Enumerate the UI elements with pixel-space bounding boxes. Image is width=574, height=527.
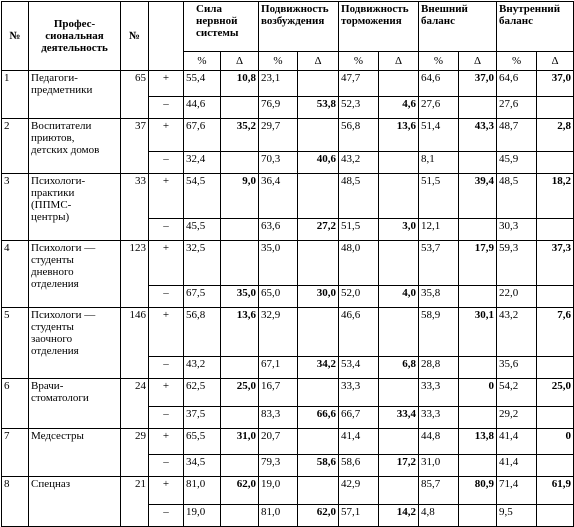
sign-plus: + [149,119,184,152]
delta-value [379,477,419,505]
percent-value: 19,0 [184,505,221,527]
sample-size: 146 [121,308,149,379]
percent-value: 27,6 [419,97,459,119]
percent-value: 32,9 [259,308,298,357]
data-table [1,1,574,527]
row-number: 7 [2,429,29,477]
percent-value: 66,7 [339,407,379,429]
percent-value: 23,1 [259,71,298,97]
percent-value: 41,4 [497,455,537,477]
delta-value [537,219,574,241]
percent-value: 32,5 [184,241,221,286]
percent-value: 48,5 [339,174,379,219]
profession-name: Спецназ [29,477,121,527]
table-row [2,119,574,152]
header-profession [29,2,121,71]
table-row [2,71,574,97]
percent-value: 33,3 [339,379,379,407]
delta-value [298,477,339,505]
sample-size: 24 [121,379,149,429]
sample-size: 21 [121,477,149,527]
sign-minus: – [149,97,184,119]
header-excitation-label: Подвижность возбуждения [261,3,329,27]
percent-value: 35,8 [419,286,459,308]
delta-value [537,357,574,379]
sample-size: 37 [121,119,149,174]
percent-value: 56,8 [184,308,221,357]
delta-value: 39,4 [459,174,497,219]
delta-value [298,241,339,286]
delta-value: 34,2 [298,357,339,379]
delta-value: 62,0 [221,477,259,505]
delta-value [459,455,497,477]
delta-value [221,357,259,379]
delta-value: 31,0 [221,429,259,455]
percent-value: 44,6 [184,97,221,119]
percent-value: 28,8 [419,357,459,379]
percent-value: 63,6 [259,219,298,241]
delta-value: 10,8 [221,71,259,97]
sample-size: 65 [121,71,149,119]
percent-value: 48,5 [497,174,537,219]
delta-value: 0 [459,379,497,407]
delta-value: 37,0 [537,71,574,97]
subheader-delta: Δ [459,52,497,71]
subheader-percent: % [259,52,298,71]
delta-value [379,152,419,174]
delta-value [221,97,259,119]
profession-name: Медсестры [29,429,121,477]
delta-value [459,407,497,429]
percent-value: 35,0 [259,241,298,286]
percent-value: 33,3 [419,407,459,429]
delta-value: 30,1 [459,308,497,357]
delta-value [298,71,339,97]
subheader-percent: % [184,52,221,71]
delta-value [298,379,339,407]
percent-value: 29,2 [497,407,537,429]
row-number: 6 [2,379,29,429]
header-external-balance-label: Внешний баланс [421,3,468,27]
percent-value: 45,5 [184,219,221,241]
delta-value: 14,2 [379,505,419,527]
delta-value: 80,9 [459,477,497,505]
percent-value: 57,1 [339,505,379,527]
percent-value: 83,3 [259,407,298,429]
percent-value: 52,0 [339,286,379,308]
percent-value: 53,4 [339,357,379,379]
sign-minus: – [149,152,184,174]
percent-value: 4,8 [419,505,459,527]
delta-value: 33,4 [379,407,419,429]
percent-value: 12,1 [419,219,459,241]
percent-value: 55,4 [184,71,221,97]
percent-value: 70,3 [259,152,298,174]
percent-value: 81,0 [184,477,221,505]
percent-value: 67,5 [184,286,221,308]
sign-minus: – [149,357,184,379]
percent-value: 51,5 [339,219,379,241]
percent-value: 36,4 [259,174,298,219]
sample-size: 123 [121,241,149,308]
row-number: 5 [2,308,29,379]
delta-value: 37,0 [459,71,497,97]
delta-value [379,308,419,357]
delta-value [537,505,574,527]
row-number: 8 [2,477,29,527]
percent-value: 58,9 [419,308,459,357]
delta-value: 37,3 [537,241,574,286]
delta-value: 27,2 [298,219,339,241]
delta-value: 0 [537,429,574,455]
percent-value: 59,3 [497,241,537,286]
delta-value: 9,0 [221,174,259,219]
sign-minus: – [149,407,184,429]
delta-value [459,97,497,119]
delta-value [221,152,259,174]
subheader-percent: % [497,52,537,71]
profession-name: Врачи- стоматологи [29,379,121,429]
delta-value [459,219,497,241]
table-row [2,174,574,219]
subheader-delta: Δ [537,52,574,71]
row-number: 3 [2,174,29,241]
percent-value: 65,0 [259,286,298,308]
header-inhibition-label: Подвижность торможения [341,3,409,27]
delta-value: 30,0 [298,286,339,308]
percent-value: 29,7 [259,119,298,152]
percent-value: 81,0 [259,505,298,527]
delta-value [221,219,259,241]
percent-value: 22,0 [497,286,537,308]
table-row [2,429,574,455]
percent-value: 45,9 [497,152,537,174]
delta-value: 13,6 [379,119,419,152]
percent-value: 53,7 [419,241,459,286]
percent-value: 62,5 [184,379,221,407]
sign-minus: – [149,286,184,308]
delta-value [298,174,339,219]
sign-minus: – [149,455,184,477]
delta-value: 66,6 [298,407,339,429]
delta-value [221,455,259,477]
percent-value: 9,5 [497,505,537,527]
percent-value: 46,6 [339,308,379,357]
delta-value [379,241,419,286]
delta-value [537,407,574,429]
percent-value: 79,3 [259,455,298,477]
sign-plus: + [149,379,184,407]
delta-value: 17,9 [459,241,497,286]
percent-value: 67,6 [184,119,221,152]
percent-value: 41,4 [497,429,537,455]
percent-value: 27,6 [497,97,537,119]
sign-plus: + [149,71,184,97]
sign-plus: + [149,308,184,357]
delta-value [298,119,339,152]
sign-plus: + [149,429,184,455]
header-n: № [121,2,149,71]
sign-minus: – [149,219,184,241]
delta-value [459,286,497,308]
sample-size: 29 [121,429,149,477]
header-sign [149,2,184,71]
delta-value [379,71,419,97]
percent-value: 54,2 [497,379,537,407]
table-row [2,477,574,505]
delta-value: 35,2 [221,119,259,152]
delta-value [459,505,497,527]
percent-value: 30,3 [497,219,537,241]
percent-value: 71,4 [497,477,537,505]
delta-value: 4,6 [379,97,419,119]
sample-size: 33 [121,174,149,241]
percent-value: 37,5 [184,407,221,429]
profession-name: Психологи- практики (ППМС- центры) [29,174,121,241]
delta-value: 18,2 [537,174,574,219]
delta-value [298,308,339,357]
percent-value: 47,7 [339,71,379,97]
delta-value [221,407,259,429]
sign-plus: + [149,477,184,505]
header-external-balance [419,2,497,52]
subheader-delta: Δ [298,52,339,71]
sign-minus: – [149,505,184,527]
percent-value: 43,2 [184,357,221,379]
profession-name: Воспитатели приютов, детских домов [29,119,121,174]
delta-value: 7,6 [537,308,574,357]
delta-value [221,505,259,527]
row-number: 2 [2,119,29,174]
percent-value: 43,2 [497,308,537,357]
percent-value: 54,5 [184,174,221,219]
percent-value: 43,2 [339,152,379,174]
percent-value: 58,6 [339,455,379,477]
percent-value: 48,7 [497,119,537,152]
header-strength-label: Сила нервной системы [196,3,239,39]
delta-value: 43,3 [459,119,497,152]
delta-value: 58,6 [298,455,339,477]
delta-value: 17,2 [379,455,419,477]
delta-value [459,152,497,174]
delta-value [379,174,419,219]
delta-value: 25,0 [537,379,574,407]
row-number: 4 [2,241,29,308]
delta-value [537,286,574,308]
percent-value: 19,0 [259,477,298,505]
percent-value: 33,3 [419,379,459,407]
percent-value: 67,1 [259,357,298,379]
delta-value: 4,0 [379,286,419,308]
delta-value [221,241,259,286]
percent-value: 51,5 [419,174,459,219]
percent-value: 42,9 [339,477,379,505]
table-row [2,379,574,407]
delta-value [298,429,339,455]
delta-value: 40,6 [298,152,339,174]
percent-value: 48,0 [339,241,379,286]
delta-value: 2,8 [537,119,574,152]
percent-value: 8,1 [419,152,459,174]
percent-value: 85,7 [419,477,459,505]
profession-name: Психологи — студенты заочного отделения [29,308,121,379]
delta-value: 13,8 [459,429,497,455]
delta-value: 6,8 [379,357,419,379]
percent-value: 64,6 [497,71,537,97]
delta-value [459,357,497,379]
profession-name: Психологи — студенты дневного отделения [29,241,121,308]
percent-value: 44,8 [419,429,459,455]
table-body [2,71,574,527]
percent-value: 41,4 [339,429,379,455]
percent-value: 51,4 [419,119,459,152]
profession-name: Педагоги- предметники [29,71,121,119]
delta-value [537,152,574,174]
percent-value: 64,6 [419,71,459,97]
delta-value: 62,0 [298,505,339,527]
delta-value: 61,9 [537,477,574,505]
header-internal-balance [497,2,574,52]
percent-value: 31,0 [419,455,459,477]
table-row [2,241,574,286]
header-excitation [259,2,339,52]
percent-value: 20,7 [259,429,298,455]
header-num: № [2,2,29,71]
delta-value: 25,0 [221,379,259,407]
header-strength [184,2,259,52]
sign-plus: + [149,241,184,286]
percent-value: 76,9 [259,97,298,119]
table-row [2,308,574,357]
percent-value: 35,6 [497,357,537,379]
delta-value: 3,0 [379,219,419,241]
subheader-delta: Δ [379,52,419,71]
delta-value [379,379,419,407]
delta-value [537,455,574,477]
delta-value [379,429,419,455]
percent-value: 56,8 [339,119,379,152]
percent-value: 34,5 [184,455,221,477]
delta-value: 35,0 [221,286,259,308]
subheader-delta: Δ [221,52,259,71]
header-internal-balance-label: Внутренний баланс [499,3,561,27]
sign-plus: + [149,174,184,219]
percent-value: 16,7 [259,379,298,407]
delta-value [537,97,574,119]
delta-value: 53,8 [298,97,339,119]
header-inhibition [339,2,419,52]
percent-value: 65,5 [184,429,221,455]
header-profession-label: Профес- сиональная деятельность [41,18,108,54]
delta-value: 13,6 [221,308,259,357]
row-number: 1 [2,71,29,119]
subheader-percent: % [419,52,459,71]
subheader-percent: % [339,52,379,71]
percent-value: 32,4 [184,152,221,174]
percent-value: 52,3 [339,97,379,119]
